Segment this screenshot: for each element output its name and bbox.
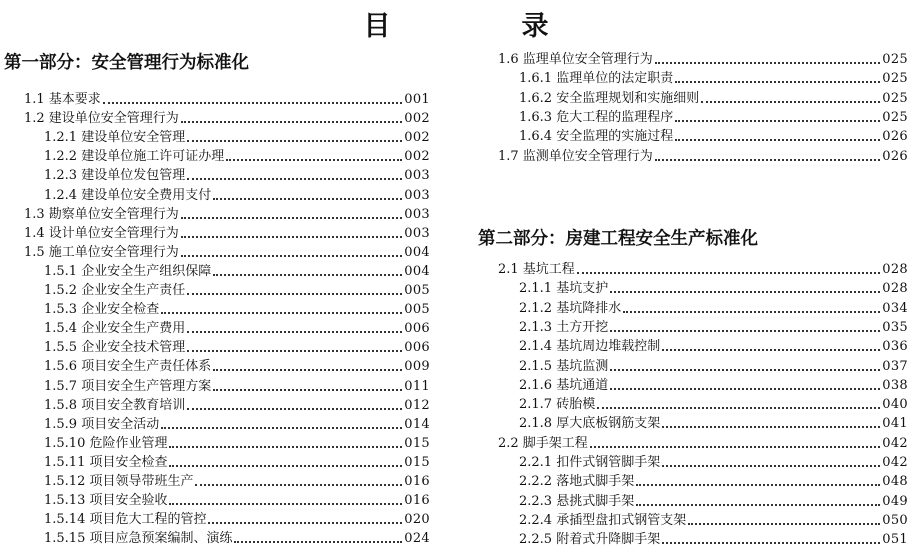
- toc-entry[interactable]: [498, 49, 908, 67]
- dot-leader: [187, 407, 402, 410]
- toc-entry-page: 016: [404, 474, 430, 489]
- dot-leader: [181, 216, 402, 219]
- toc-entry-label: 2.2.4 承插型盘扣式钢管支架: [519, 512, 687, 528]
- dot-leader: [234, 540, 402, 543]
- toc-entry-label: 1.2.3 建设单位发包管理: [44, 168, 186, 184]
- dot-leader: [187, 292, 402, 295]
- toc-entry-page: 003: [404, 206, 430, 222]
- toc-entry-label: 2.1.3 土方开挖: [519, 319, 609, 335]
- toc-entry[interactable]: [519, 356, 908, 374]
- toc-entry-label: 1.5.7 项目安全生产管理方案: [44, 378, 212, 394]
- toc-entry[interactable]: [519, 491, 908, 509]
- toc-entry-label: 2.1.8 厚大底板钢筋支架: [519, 416, 661, 432]
- dot-leader: [187, 349, 402, 352]
- toc-entry-label: 2.1.5 基坑监测: [519, 358, 609, 374]
- toc-entry-page: 006: [404, 321, 430, 337]
- dot-leader: [610, 329, 880, 332]
- dot-leader: [226, 158, 402, 161]
- toc-entry-label: 1.2.4 建设单位安全费用支付: [44, 187, 212, 203]
- toc-entry-label: 1.5.12 项目领导带班生产: [44, 474, 194, 489]
- toc-entry-page: 036: [882, 339, 908, 355]
- dot-leader: [610, 368, 880, 371]
- dot-leader: [662, 425, 880, 428]
- dot-leader: [597, 406, 880, 409]
- part-one-heading: 第一部分：安全管理行为标准化: [4, 53, 249, 73]
- toc-entry-page: 042: [882, 435, 908, 451]
- dot-leader: [655, 158, 880, 161]
- toc-entry-label: 2.2.3 悬挑式脚手架: [519, 493, 635, 509]
- toc-entry-page: 035: [882, 319, 908, 335]
- toc-entry-page: 037: [882, 358, 908, 374]
- toc-entry-page: 015: [404, 454, 430, 470]
- toc-entry-label: 1.2 建设单位安全管理行为: [24, 111, 179, 127]
- toc-entry[interactable]: [44, 490, 430, 508]
- toc-entry-page: 026: [882, 129, 908, 145]
- toc-entry-label: 1.5.15 项目应急预案编制、演练: [44, 531, 233, 547]
- toc-entry-page: 051: [882, 532, 908, 548]
- dot-leader: [161, 311, 402, 314]
- dot-leader: [655, 61, 880, 64]
- toc-entry[interactable]: [44, 127, 430, 145]
- dot-leader: [623, 310, 880, 313]
- toc-entry-page: 038: [882, 377, 908, 393]
- dot-leader: [662, 541, 880, 544]
- toc-entry[interactable]: [24, 204, 430, 222]
- toc-entry-page: 025: [882, 52, 908, 67]
- toc-entry[interactable]: [44, 433, 430, 451]
- dot-leader: [213, 197, 402, 200]
- dot-leader: [213, 368, 402, 371]
- toc-entry-label: 1.5.3 企业安全检查: [44, 302, 160, 318]
- page-title: 目 录: [363, 11, 601, 42]
- toc-entry-page: 025: [882, 71, 908, 87]
- toc-entry-page: 002: [404, 111, 430, 127]
- toc-entry-label: 2.1.1 基坑支护: [519, 281, 609, 297]
- toc-entry-label: 1.5.10 危险作业管理: [44, 435, 168, 451]
- toc-entry-label: 1.5.14 项目危大工程的管控: [44, 512, 207, 528]
- toc-entry[interactable]: [24, 89, 430, 107]
- toc-entry-page: 034: [882, 300, 908, 316]
- dot-leader: [577, 271, 880, 274]
- toc-entry-label: 2.1.4 基坑周边堆载控制: [519, 339, 661, 355]
- dot-leader: [610, 290, 880, 293]
- toc-entry-label: 1.3 勘察单位安全管理行为: [24, 206, 179, 222]
- toc-entry-label: 2.2.1 扣件式钢管脚手架: [519, 455, 661, 470]
- toc-entry-label: 2.1.6 基坑通道: [519, 377, 609, 393]
- toc-entry[interactable]: [519, 336, 908, 354]
- dot-leader: [675, 80, 880, 83]
- toc-entry-page: 025: [882, 109, 908, 125]
- dot-leader: [688, 522, 880, 525]
- toc-entry[interactable]: [44, 280, 430, 298]
- toc-entry-label: 2.2.5 附着式升降脚手架: [519, 532, 661, 548]
- toc-entry-page: 048: [882, 474, 908, 490]
- dot-leader: [195, 483, 402, 486]
- toc-entry-label: 1.6.3 危大工程的监理程序: [519, 109, 674, 125]
- toc-entry-label: 1.5.9 项目安全活动: [44, 416, 160, 432]
- toc-entry[interactable]: [519, 452, 908, 470]
- toc-entry-label: 2.1.2 基坑降排水: [519, 300, 622, 316]
- dot-leader: [675, 119, 880, 122]
- dot-leader: [208, 521, 402, 524]
- dot-leader: [675, 138, 880, 141]
- toc-entry-page: 001: [404, 92, 430, 107]
- toc-entry[interactable]: [519, 107, 908, 125]
- dot-leader: [181, 235, 402, 238]
- toc-entry-label: 1.6.4 安全监理的实施过程: [519, 129, 674, 145]
- toc-entry-page: 049: [882, 493, 908, 509]
- toc-entry-page: 015: [404, 435, 430, 451]
- dot-leader: [662, 464, 880, 467]
- toc-entry-label: 1.4 设计单位安全管理行为: [24, 225, 179, 241]
- toc-entry-label: 1.5.13 项目安全验收: [44, 493, 168, 509]
- toc-entry-page: 025: [882, 90, 908, 106]
- toc-entry-label: 2.2 脚手架工程: [498, 435, 588, 451]
- toc-entry[interactable]: [519, 317, 908, 335]
- toc-entry-label: 1.5 施工单位安全管理行为: [24, 244, 179, 260]
- toc-entry-label: 1.1 基本要求: [24, 92, 101, 107]
- toc-entry-page: 014: [404, 416, 430, 432]
- toc-entry-label: 2.2.2 落地式脚手架: [519, 474, 635, 490]
- toc-entry[interactable]: [44, 299, 430, 317]
- toc-entry-label: 2.1.7 砖胎模: [519, 397, 596, 413]
- toc-entry-label: 1.7 监测单位安全管理行为: [498, 148, 653, 164]
- toc-entry[interactable]: [44, 471, 430, 489]
- toc-entry-page: 005: [404, 302, 430, 318]
- toc-entry-page: 004: [404, 263, 430, 279]
- toc-entry[interactable]: [519, 510, 908, 528]
- toc-entry-page: 002: [404, 149, 430, 165]
- toc-entry[interactable]: [44, 414, 430, 432]
- toc-entry-label: 1.6.2 安全监理规划和实施细则: [519, 90, 700, 106]
- toc-entry-label: 1.6.1 监理单位的法定职责: [519, 71, 674, 87]
- toc-entry[interactable]: [44, 356, 430, 374]
- toc-entry[interactable]: [44, 261, 430, 279]
- toc-entry[interactable]: [519, 68, 908, 86]
- toc-entry[interactable]: [498, 146, 908, 164]
- toc-entry-page: 028: [882, 262, 908, 277]
- toc-entry[interactable]: [44, 509, 430, 527]
- toc-entry[interactable]: [44, 318, 430, 336]
- toc-entry-page: 003: [404, 225, 430, 241]
- toc-entry-page: 005: [404, 283, 430, 298]
- dot-leader: [103, 101, 402, 104]
- toc-entry-label: 2.1 基坑工程: [498, 262, 575, 277]
- toc-entry[interactable]: [519, 126, 908, 144]
- toc-entry-label: 1.5.1 企业安全生产组织保障: [44, 263, 212, 279]
- toc-entry[interactable]: [44, 146, 430, 164]
- toc-entry[interactable]: [519, 394, 908, 412]
- dot-leader: [590, 445, 880, 448]
- toc-entry[interactable]: [519, 375, 908, 393]
- toc-entry-label: 1.5.2 企业安全生产责任: [44, 283, 186, 298]
- toc-entry-page: 028: [882, 281, 908, 297]
- toc-entry-page: 041: [882, 416, 908, 432]
- toc-entry[interactable]: [44, 528, 430, 546]
- toc-entry[interactable]: [519, 298, 908, 316]
- dot-leader: [187, 139, 402, 142]
- toc-entry[interactable]: [24, 108, 430, 126]
- toc-entry[interactable]: [24, 223, 430, 241]
- dot-leader: [169, 464, 402, 467]
- toc-entry-page: 016: [404, 493, 430, 509]
- toc-entry-page: 012: [404, 397, 430, 413]
- dot-leader: [169, 502, 402, 505]
- toc-entry-page: 004: [404, 244, 430, 260]
- toc-entry[interactable]: [44, 395, 430, 413]
- toc-entry-page: 050: [882, 512, 908, 528]
- dot-leader: [636, 483, 880, 486]
- toc-entry[interactable]: [44, 452, 430, 470]
- toc-entry-label: 1.2.1 建设单位安全管理: [44, 130, 186, 146]
- toc-entry[interactable]: [498, 433, 908, 451]
- toc-entry[interactable]: [519, 413, 908, 431]
- toc-entry-label: 1.5.6 项目安全生产责任体系: [44, 359, 212, 375]
- toc-entry-page: 003: [404, 168, 430, 184]
- dot-leader: [181, 120, 402, 123]
- toc-entry[interactable]: [519, 529, 908, 547]
- toc-entry-page: 042: [882, 455, 908, 470]
- dot-leader: [213, 273, 402, 276]
- toc-entry-page: 009: [404, 359, 430, 375]
- dot-leader: [169, 445, 402, 448]
- toc-entry-label: 1.5.11 项目安全检查: [44, 454, 168, 470]
- dot-leader: [181, 254, 402, 257]
- dot-leader: [701, 100, 880, 103]
- toc-entry-page: 002: [404, 130, 430, 146]
- toc-entry-page: 026: [882, 148, 908, 164]
- dot-leader: [187, 330, 402, 333]
- dot-leader: [161, 426, 402, 429]
- toc-entry[interactable]: [519, 471, 908, 489]
- toc-entry[interactable]: [44, 185, 430, 203]
- dot-leader: [610, 387, 880, 390]
- part-two-heading: 第二部分：房建工程安全生产标准化: [478, 229, 758, 249]
- toc-entry-label: 1.5.5 企业安全技术管理: [44, 340, 186, 356]
- dot-leader: [662, 348, 880, 351]
- toc-entry[interactable]: [519, 88, 908, 106]
- dot-leader: [187, 177, 402, 180]
- toc-entry-page: 040: [882, 397, 908, 413]
- toc-entry[interactable]: [498, 259, 908, 277]
- toc-entry-page: 011: [404, 378, 430, 394]
- dot-leader: [636, 503, 880, 506]
- dot-leader: [213, 388, 402, 391]
- toc-entry[interactable]: [44, 165, 430, 183]
- toc-entry[interactable]: [44, 337, 430, 355]
- toc-entry-label: 1.2.2 建设单位施工许可证办理: [44, 149, 225, 165]
- toc-entry[interactable]: [24, 242, 430, 260]
- toc-entry[interactable]: [44, 376, 430, 394]
- toc-entry-page: 020: [404, 512, 430, 528]
- toc-entry-label: 1.5.8 项目安全教育培训: [44, 397, 186, 413]
- toc-entry-label: 1.6 监理单位安全管理行为: [498, 52, 653, 67]
- toc-entry-page: 006: [404, 340, 430, 356]
- toc-entry-page: 024: [404, 531, 430, 547]
- toc-entry[interactable]: [519, 278, 908, 296]
- toc-entry-label: 1.5.4 企业安全生产费用: [44, 321, 186, 337]
- toc-entry-page: 003: [404, 187, 430, 203]
